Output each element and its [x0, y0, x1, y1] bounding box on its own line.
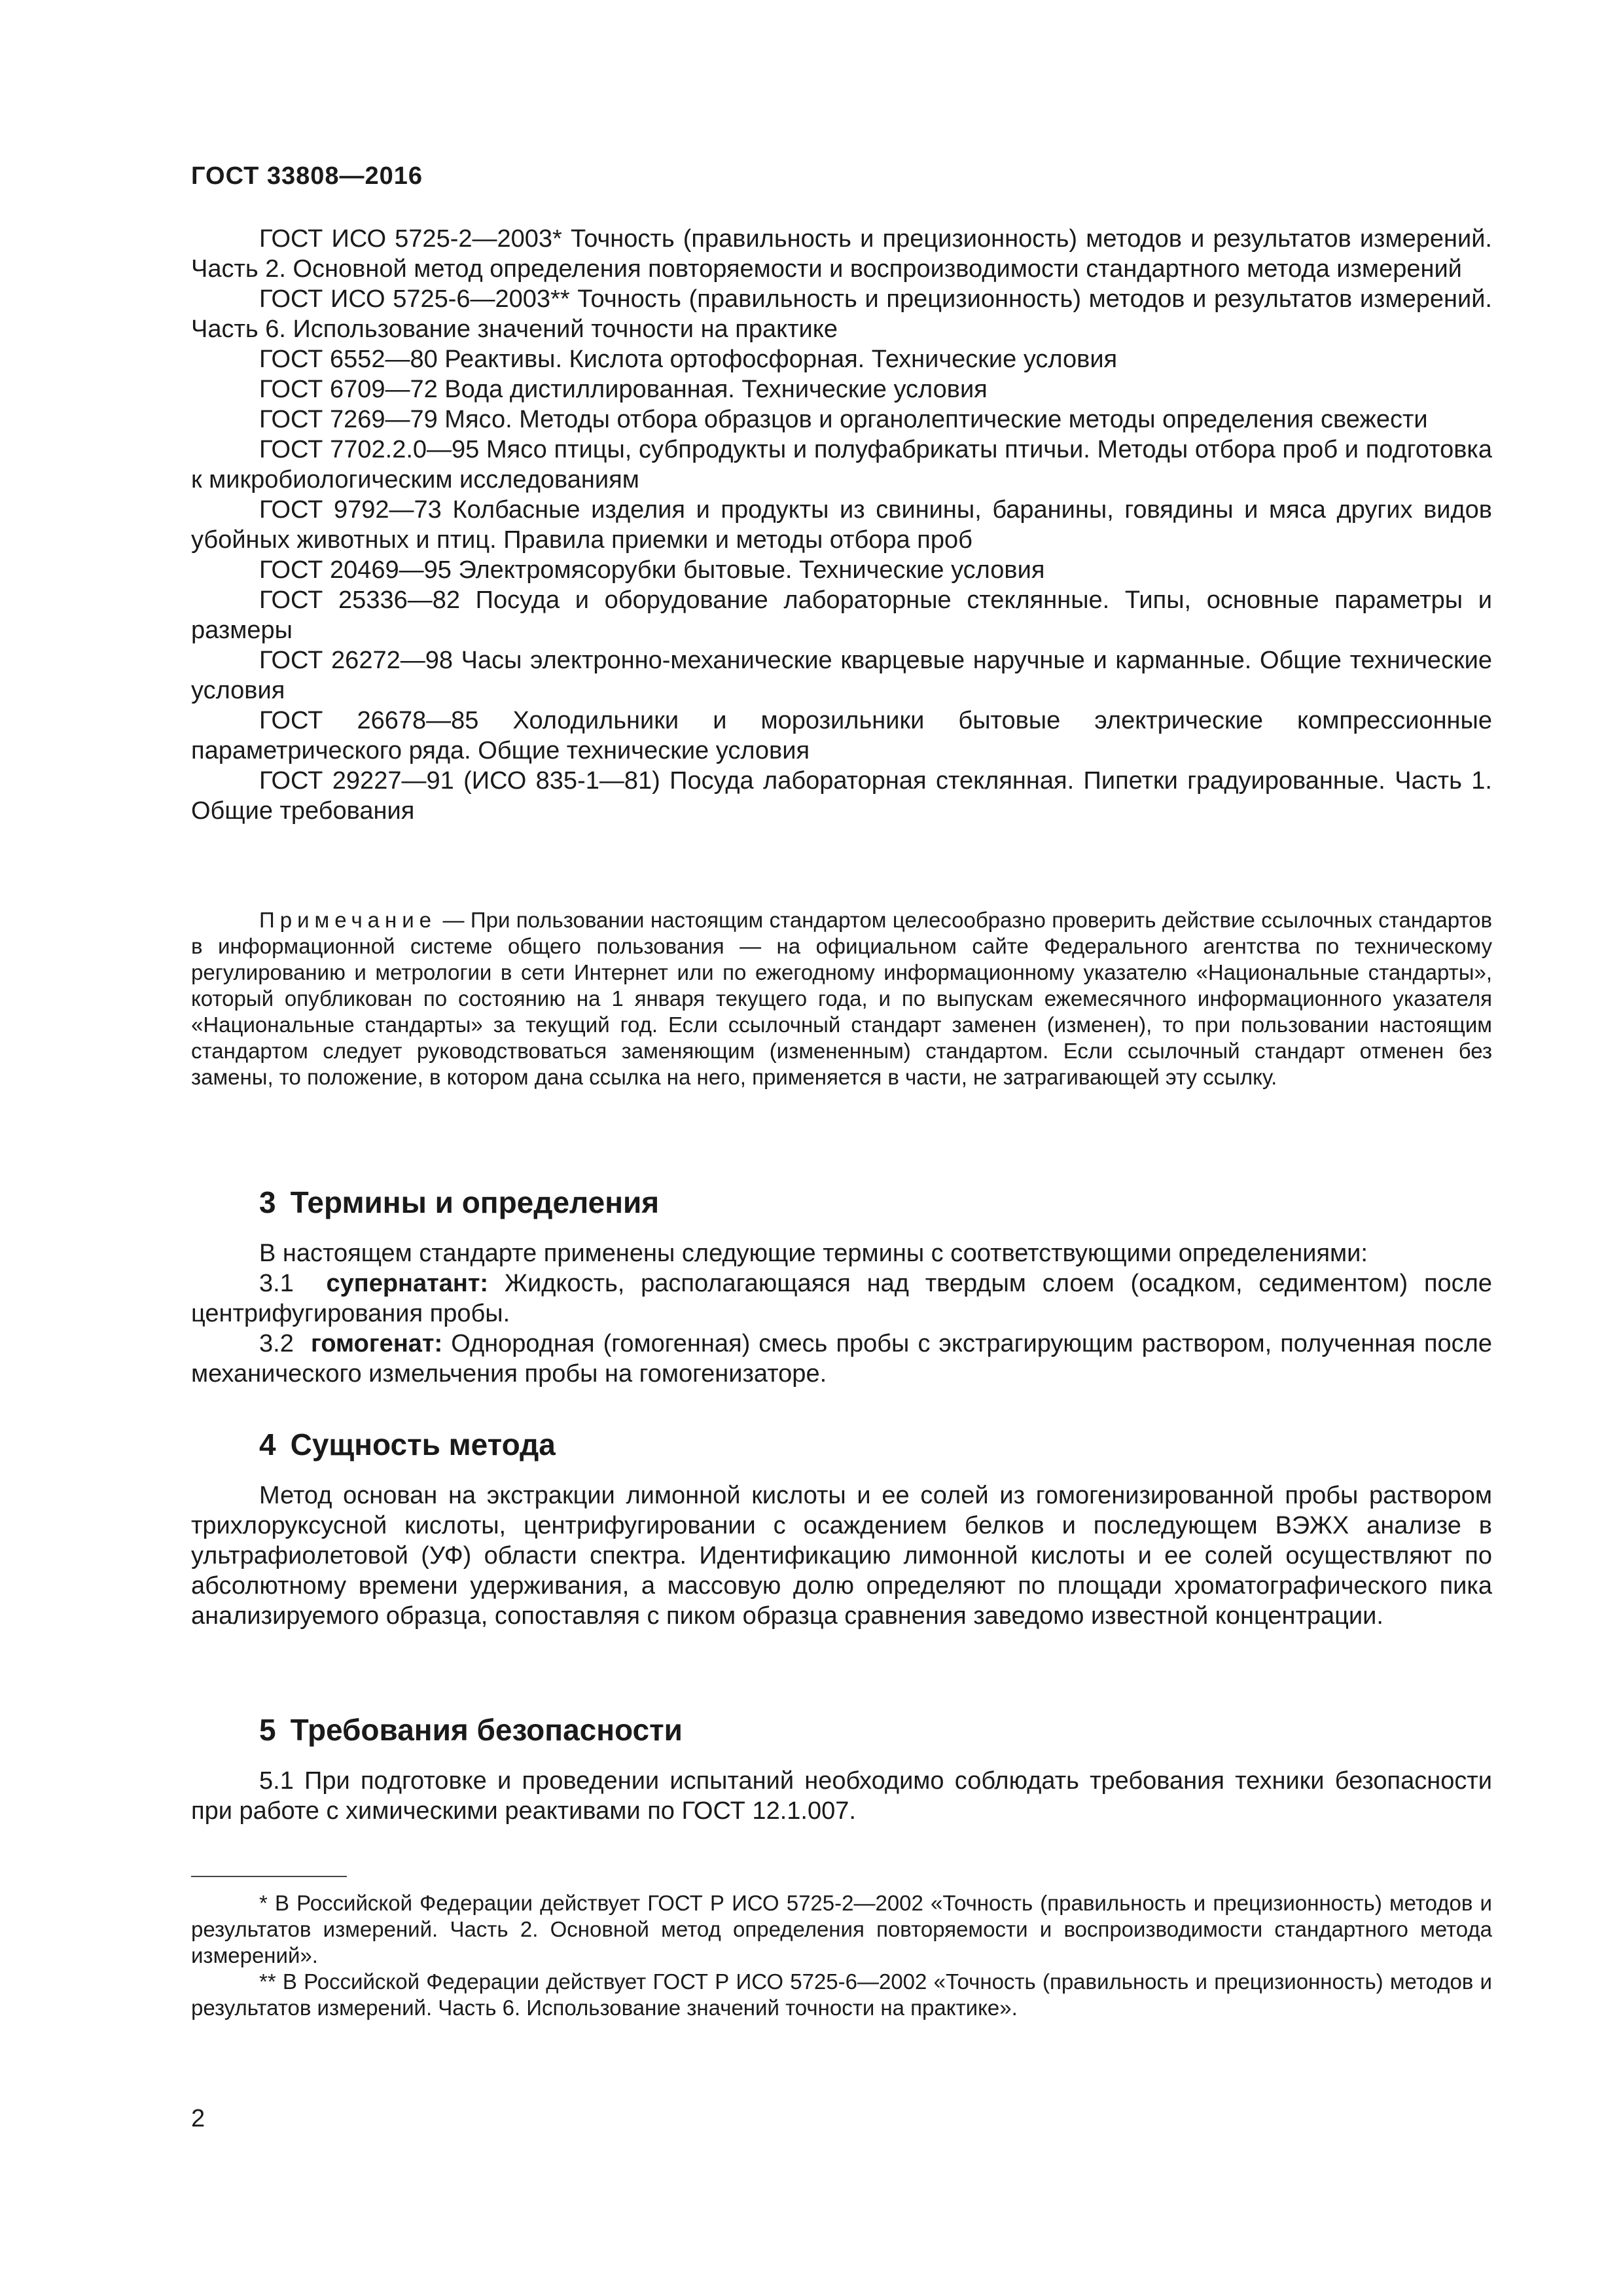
section-paragraph: [191, 1766, 1492, 1826]
item-number: 3.2: [259, 1330, 294, 1357]
section-title: Требования безопасности: [290, 1713, 683, 1747]
reference-item: ГОСТ ИСО 5725-6—2003** Точность (правильность и прецизионность) методов и результатов измерений. Часть 6. Использование значений точности на практике: [191, 285, 1492, 343]
definition-item: [191, 1329, 1492, 1389]
section-5-heading: [259, 1712, 683, 1748]
section-title: Термины и определения: [290, 1185, 660, 1219]
reference-item: ГОСТ 26272—98 Часы электронно-механические кварцевые наручные и карманные. Общие технические условия: [191, 647, 1492, 704]
reference-item: ГОСТ 9792—73 Колбасные изделия и продукты из свинины, баранины, говядины и мяса других видов убойных животных и птиц. Правила приемки и методы отбора проб: [191, 496, 1492, 554]
footnotes: [191, 1890, 1492, 2021]
definition-text: Жидкость, располагающаяся над твердым слоем (осадком, седиментом) после центрифугирования пробы.: [191, 1270, 1492, 1327]
section-5-body: [191, 1766, 1492, 1826]
section-number: 5: [259, 1713, 276, 1747]
section-paragraph: Метод основан на экстракции лимонной кислоты и ее солей из гомогенизированной пробы раствором трихлоруксусной кислоты, центрифугировании с осаждением белков и последующем ВЭЖХ анализе в ультрафиолетовой (УФ) области спектра. Идентификацию лимонной кислоты и ее солей осуществляют по абсолютному времени удерживания, а массовую долю определяют по площади хроматографического пика анализируемого образца, сопоставляя с пиком образца сравнения заведомо известной концентрации.: [191, 1482, 1492, 1630]
note-paragraph: [191, 907, 1492, 1090]
item-number: 5.1: [259, 1767, 294, 1795]
normative-references-list: [191, 224, 1492, 826]
note-block: [191, 907, 1492, 1090]
reference-item: ГОСТ 7269—79 Мясо. Методы отбора образцов и органолептические методы определения свежести: [259, 406, 1428, 433]
reference-item: ГОСТ 7702.2.0—95 Мясо птицы, субпродукты и полуфабрикаты птичьи. Методы отбора проб и подготовка к микробиологическим исследованиям: [191, 436, 1492, 493]
note-label: Примечание: [259, 908, 437, 932]
reference-item: ГОСТ 6552—80 Реактивы. Кислота ортофосфорная. Технические условия: [259, 346, 1118, 373]
section-4-body: [191, 1480, 1492, 1631]
definition-text: Однородная (гомогенная) смесь пробы с экстрагирующим раствором, полученная после механического измельчения пробы на гомогенизаторе.: [191, 1330, 1492, 1388]
page-number: 2: [191, 2105, 205, 2132]
section-number: 4: [259, 1427, 276, 1462]
reference-item: ГОСТ 26678—85 Холодильники и морозильники бытовые электрические компрессионные параметрического ряда. Общие технические условия: [191, 707, 1492, 764]
page-header: ГОСТ 33808—2016: [191, 162, 423, 190]
footnote-separator: [191, 1876, 347, 1877]
section-4-heading: [259, 1427, 556, 1462]
section-3-body: [191, 1238, 1492, 1389]
reference-item: ГОСТ 25336—82 Посуда и оборудование лабораторные стеклянные. Типы, основные параметры и размеры: [191, 586, 1492, 644]
reference-item: ГОСТ 20469—95 Электромясорубки бытовые. Технические условия: [259, 556, 1045, 584]
definition-item: [191, 1268, 1492, 1329]
reference-item: ГОСТ ИСО 5725-2—2003* Точность (правильность и прецизионность) методов и результатов измерений. Часть 2. Основной метод определения повторяемости и воспроизводимости стандартного метода измерений: [191, 225, 1492, 283]
reference-item: ГОСТ 29227—91 (ИСО 835-1—81) Посуда лабораторная стеклянная. Пипетки градуированные. Часть 1. Общие требования: [191, 767, 1492, 825]
term: супернатант:: [326, 1270, 489, 1297]
section-title: Сущность метода: [290, 1427, 556, 1462]
footnote: ** В Российской Федерации действует ГОСТ Р ИСО 5725-6—2002 «Точность (правильность и прецизионность) методов и результатов измерений. Часть 6. Использование значений точности на практике».: [191, 1969, 1492, 2020]
reference-item: ГОСТ 6709—72 Вода дистиллированная. Технические условия: [259, 376, 988, 403]
note-text: — При пользовании настоящим стандартом целесообразно проверить действие ссылочных стандартов в информационной системе общего пользования — на официальном сайте Федерального агентства по техническому регулированию и метрологии в сети Интернет или по ежегодному информационному указателю «Национальные стандарты», который опубликован по состоянию на 1 января текущего года, и по выпускам ежемесячного информационного указателя «Национальные стандарты» за текущий год. Если ссылочный стандарт заменен (изменен), то при пользовании настоящим стандартом следует руководствоваться заменяющим (измененным) стандартом. Если ссылочный стандарт отменен без замены, то положение, в котором дана ссылка на него, применяется в части, не затрагивающей эту ссылку.: [191, 908, 1492, 1089]
item-text: При подготовке и проведении испытаний необходимо соблюдать требования техники безопасности при работе с химическими реактивами по ГОСТ 12.1.007.: [191, 1767, 1492, 1825]
section-3-heading: [259, 1185, 659, 1220]
section-number: 3: [259, 1185, 276, 1219]
term: гомогенат:: [311, 1330, 443, 1357]
footnote: * В Российской Федерации действует ГОСТ Р ИСО 5725-2—2002 «Точность (правильность и прецизионность) методов и результатов измерений. Часть 2. Основной метод определения повторяемости и воспроизводимости стандартного метода измерений».: [191, 1891, 1492, 1967]
section-intro: В настоящем стандарте применены следующие термины с соответствующими определениями:: [259, 1240, 1368, 1267]
item-number: 3.1: [259, 1270, 294, 1297]
